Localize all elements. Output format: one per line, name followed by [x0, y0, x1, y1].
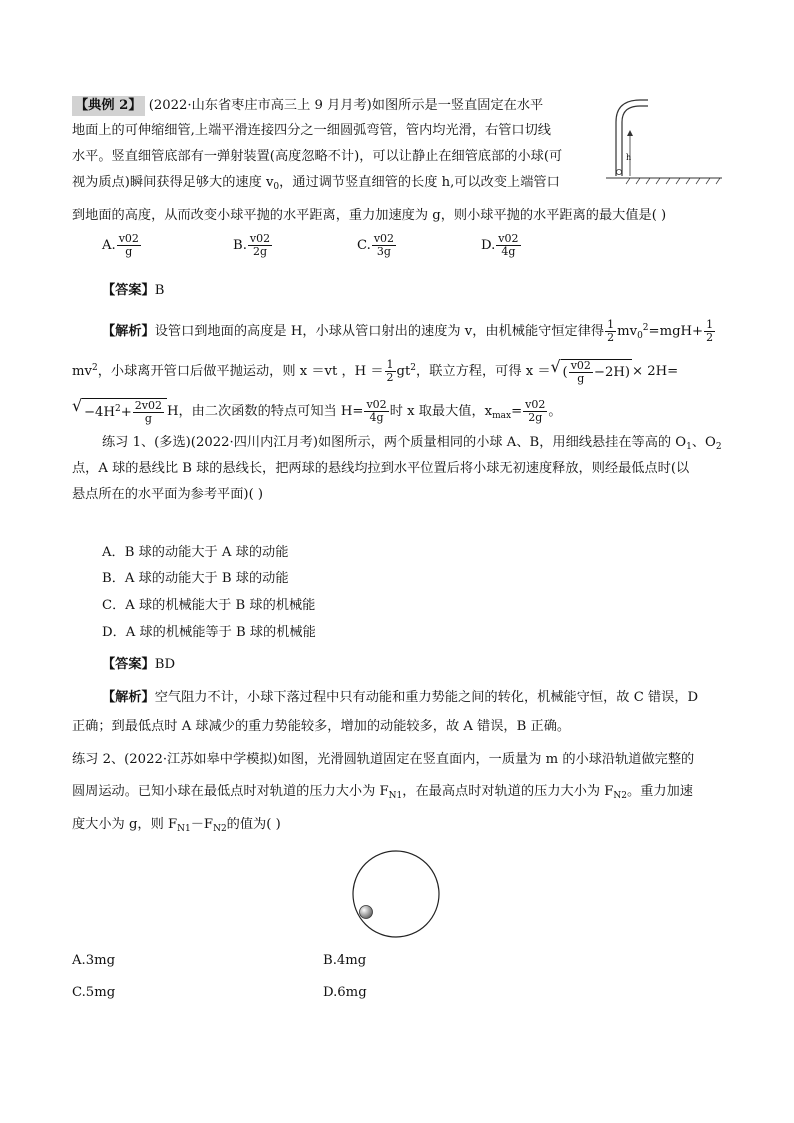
svg-text:h: h — [626, 153, 632, 162]
ex2-option-c[interactable]: C. $\frac{v02}{3g}$ — [357, 232, 395, 258]
ex2-line-4: 视为质点)瞬间获得足够大的速度 $v_0$，通过调节竖直细管的长度 h,可以改变上端管口 — [72, 175, 560, 192]
p2-line-2: 圆周运动。已知小球在最低点时对轨道的压力大小为 $F_{N1}$，在最高点时对轨道的压力大小为 $F_{N2}$。重力加速 — [72, 784, 693, 801]
ex2-line-3: 水平。竖直细管底部有一弹射装置(高度忽略不计)，可以让静止在细管底部的小球(可 — [72, 149, 563, 164]
ex2-tag: 【典例 2】 — [72, 96, 145, 116]
p1-answer: 【答案】BD — [102, 657, 176, 672]
p1-analysis-line-1: 【解析】空气阻力不计，小球下落过程中只有动能和重力势能之间的转化，机械能守恒，故 C 错误，D — [102, 690, 699, 705]
p1-line-1: 练习 1、(多选)(2022·四川内江月考)如图所示，两个质量相同的小球 A、B，用细线悬挂在等高的 $O_1$、$O_2$ — [102, 435, 722, 452]
ex2-option-d[interactable]: D. $\frac{v02}{4g}$ — [481, 232, 519, 258]
p2-option-a[interactable]: A.3mg — [72, 953, 116, 968]
ex2-analysis-line-3: √ $-4H^2+$ $\frac{2v02}{g}$ H，由二次函数的特点可知当 H= $\frac{v02}{4g}$ 时 x 取最大值，$x_{max}=$ $\frac{v02}{2g}$ 。 — [82, 398, 732, 426]
p1-line-3: 悬点所在的水平面为参考平面)( ) — [72, 487, 264, 502]
ex2-answer: 【答案】B — [102, 283, 165, 298]
p2-line-3: 度大小为 g，则 $F_{N1}-F_{N2}$的值为( ) — [72, 817, 281, 834]
ball-icon — [360, 906, 373, 919]
ex2-option-b[interactable]: B. $\frac{v02}{2g}$ — [233, 232, 271, 258]
p1-analysis-line-2: 正确；到最低点时 A 球减少的重力势能较多，增加的动能较多，故 A 错误，B 正确。 — [72, 719, 571, 734]
ex2-analysis-line-1: 【解析】设管口到地面的高度是 H，小球从管口射出的速度为 v，由机械能守恒定律得 $\frac{1}{2}$ $mv_0^2=mgH+$ $\frac{1}{2}$ — [102, 318, 714, 344]
p2-option-d[interactable]: D.6mg — [323, 985, 367, 1000]
ex2-line-2: 地面上的可伸缩细管,上端平滑连接四分之一细圆弧弯管，管内均光滑，右管口切线 — [72, 123, 551, 138]
ex2-analysis-line-2: $mv^2$，小球离开管口后做平抛运动，则 x ＝vt ，H ＝ $\frac{1}{2}$ $gt^2$，联立方程，可得 x ＝√ ( $\frac{v02}{g}$ −2H) × 2H= — [72, 358, 722, 385]
p2-option-c[interactable]: C.5mg — [72, 985, 116, 1000]
p1-option-c[interactable]: C．A 球的机械能大于 B 球的机械能 — [102, 598, 316, 613]
bent-tube-figure — [604, 92, 728, 188]
p1-line-2: 点，A 球的悬线比 B 球的悬线长，把两球的悬线均拉到水平位置后将小球无初速度释放，则经最低点时(以 — [72, 461, 690, 476]
ex2-line-1: 【典例 2】 (2022·山东省枣庄市高三上 9 月月考)如图所示是一竖直固定在水平 — [72, 96, 722, 116]
ex2-option-a[interactable]: A. $\frac{v02}{g}$ — [102, 232, 139, 258]
p2-line-1: 练习 2、(2022·江苏如皋中学模拟)如图，光滑圆轨道固定在竖直面内，一质量为 m 的小球沿轨道做完整的 — [72, 752, 695, 767]
p2-option-b[interactable]: B.4mg — [323, 953, 367, 968]
p1-option-b[interactable]: B．A 球的动能大于 B 球的动能 — [102, 571, 289, 586]
ex2-line-5: 到地面的高度，从而改变小球平抛的水平距离，重力加速度为 g，则小球平抛的水平距离的最大值是( ) — [72, 208, 667, 223]
p1-option-a[interactable]: A．B 球的动能大于 A 球的动能 — [102, 545, 289, 560]
circular-track-figure — [346, 846, 446, 946]
p1-option-d[interactable]: D．A 球的机械能等于 B 球的机械能 — [102, 625, 316, 640]
